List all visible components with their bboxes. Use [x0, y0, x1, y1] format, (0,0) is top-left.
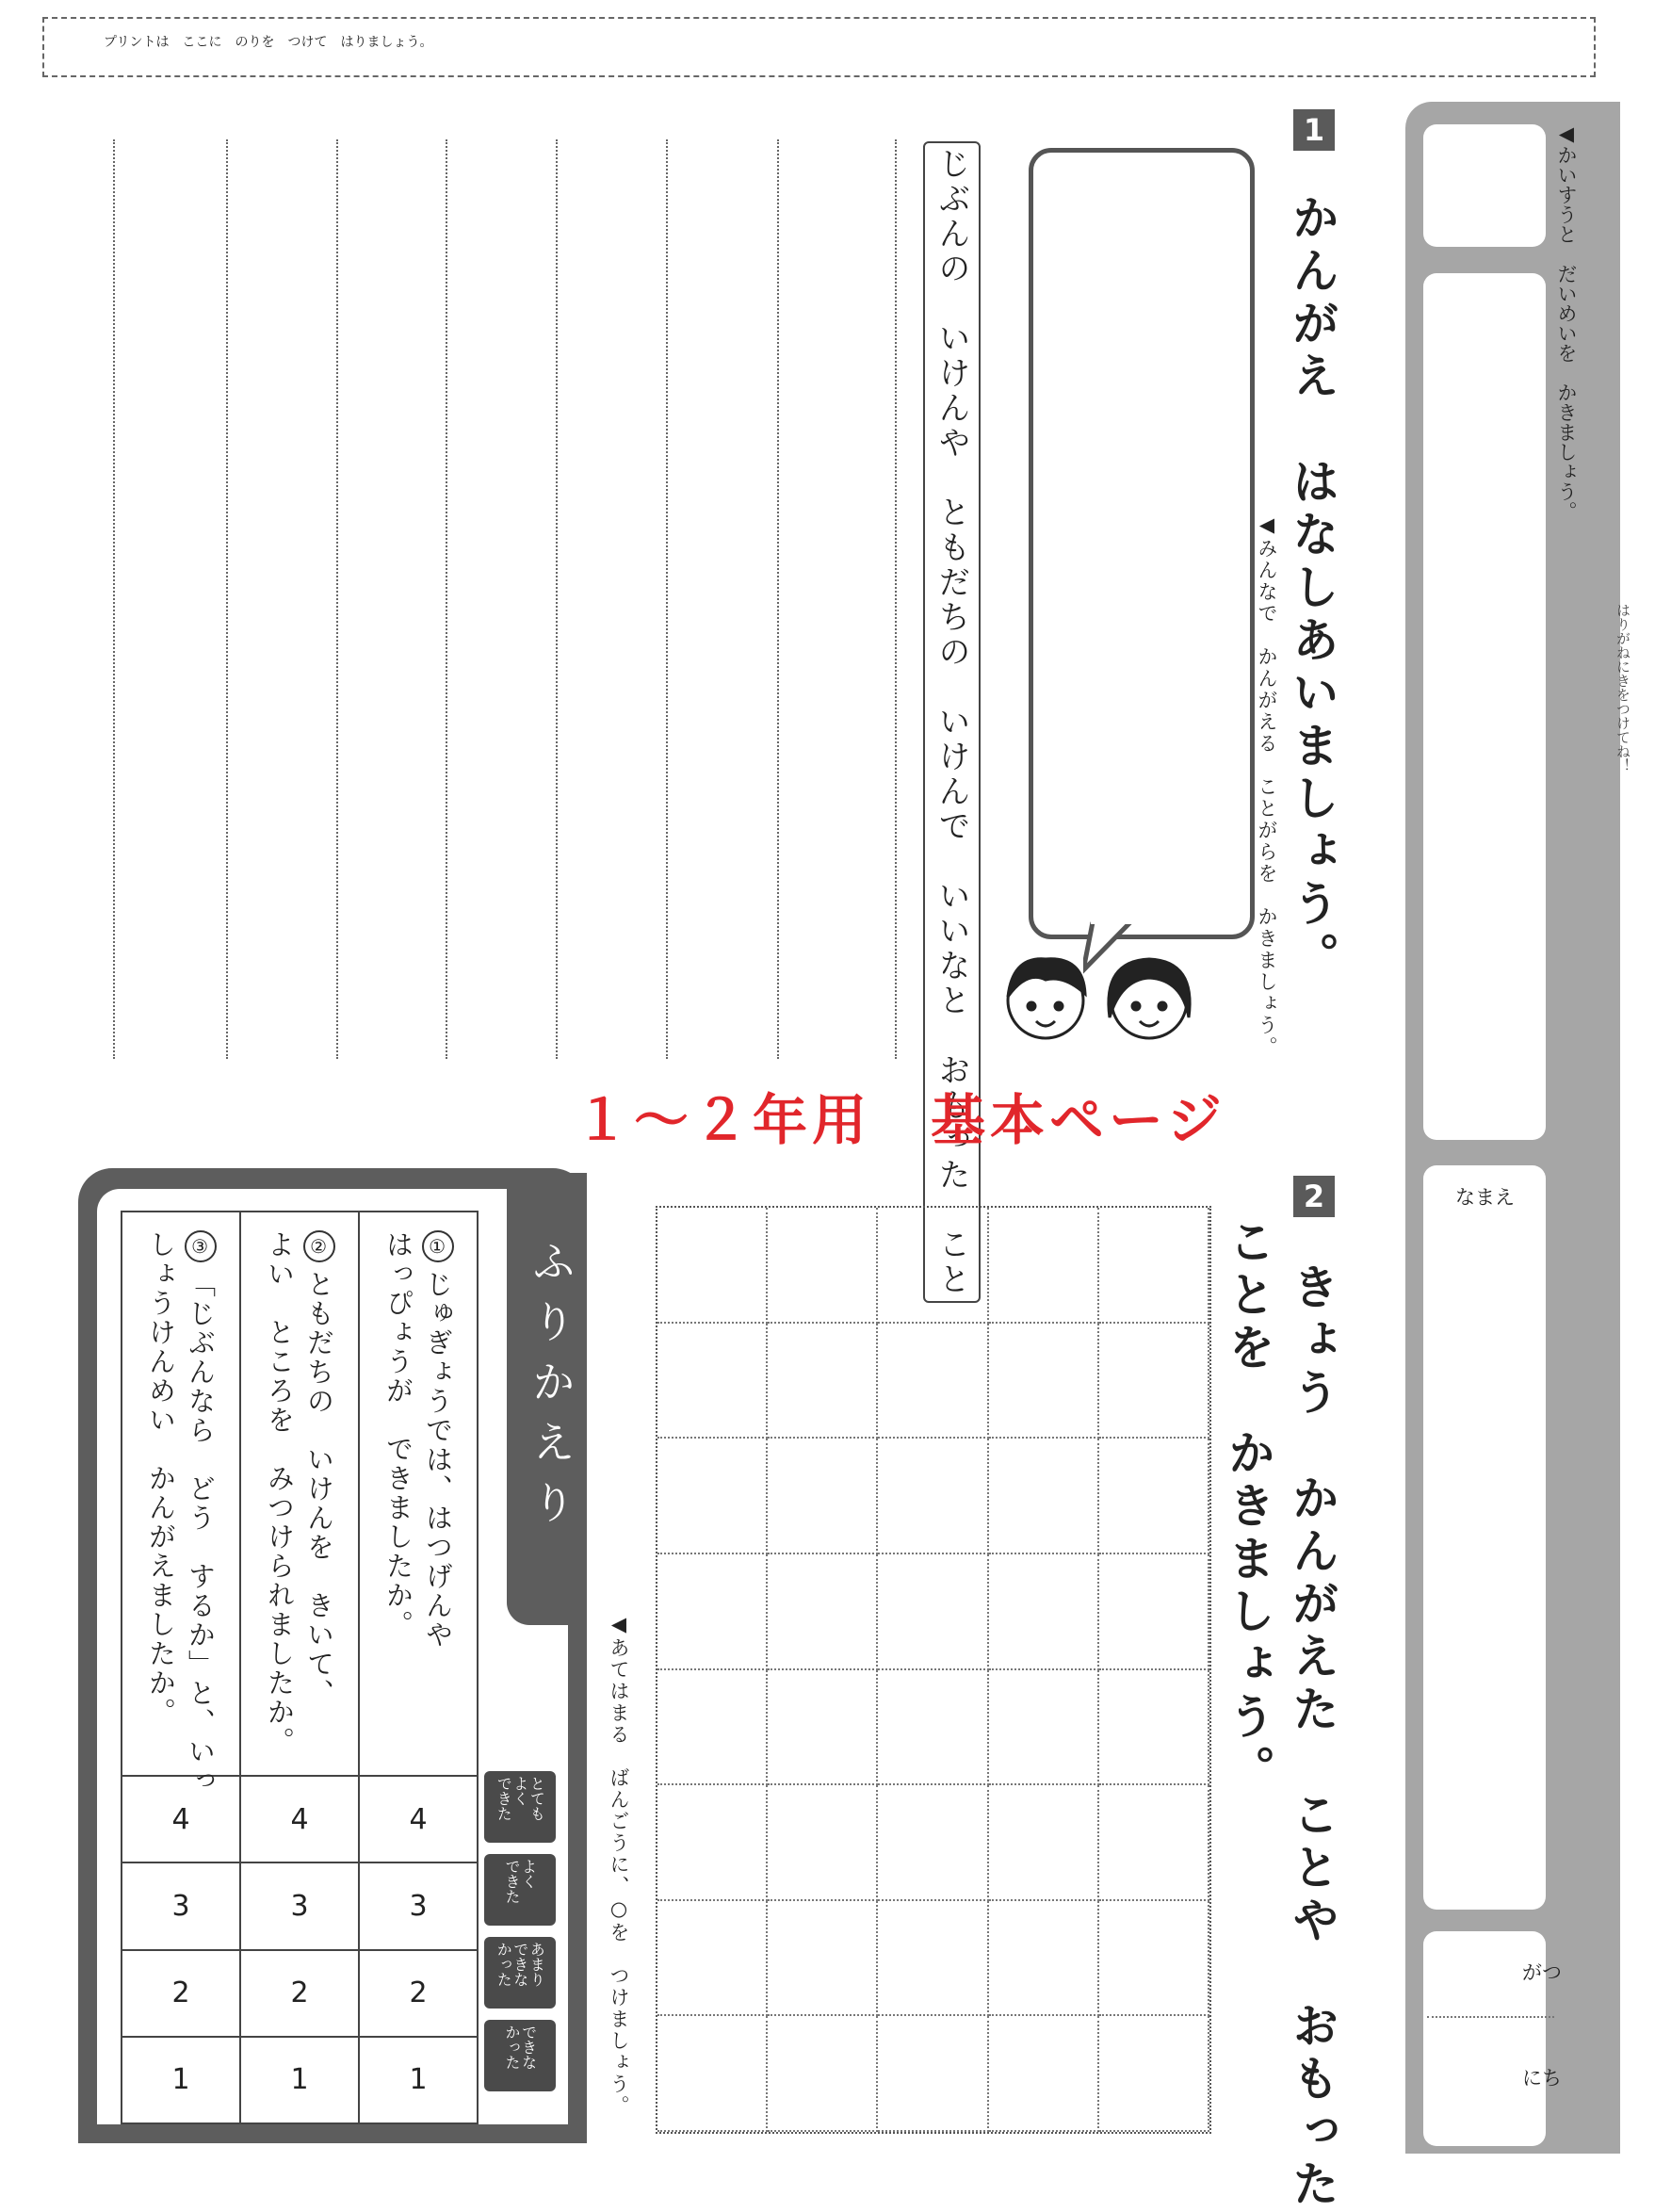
grid-cell[interactable]: [878, 1439, 988, 1554]
grid-cell[interactable]: [657, 1324, 768, 1439]
grid-cell[interactable]: [1099, 1439, 1209, 1554]
grid-cell[interactable]: [1099, 2016, 1209, 2132]
grid-cell[interactable]: [878, 1554, 988, 1670]
section-1-instruction: ◀みんなで かんがえる ことがらを かきましょう。: [1256, 513, 1278, 1058]
question-text: ともだちの いけんを きいて、 よい ところを みつけられましたか。: [264, 1229, 336, 1756]
question-number: ①: [422, 1230, 454, 1262]
grid-cell[interactable]: [657, 1554, 768, 1670]
grid-cell[interactable]: [1099, 1785, 1209, 1901]
wire-caution-hint: はりがねにきをつけてね！: [1614, 603, 1631, 773]
grid-cell[interactable]: [878, 1901, 988, 2017]
section-2-heading-line1: きょう かんがえた ことや おもった: [1285, 1262, 1339, 2212]
date-divider: [1427, 2016, 1554, 2018]
reflection-table: [121, 1211, 479, 2124]
day-label: にち: [1522, 2067, 1562, 2090]
grid-cell[interactable]: [1099, 1670, 1209, 1786]
writing-grid[interactable]: [656, 1206, 1211, 2134]
session-number-field[interactable]: [1423, 124, 1546, 247]
topic-speech-bubble[interactable]: [1029, 148, 1255, 939]
page-type-title: １～２年用 基本ページ: [575, 1088, 1226, 1152]
rating-option[interactable]: 4: [122, 1776, 240, 1862]
grid-cell[interactable]: [989, 1901, 1099, 2017]
rating-option[interactable]: 3: [359, 1862, 478, 1949]
grid-cell[interactable]: [657, 2016, 768, 2132]
scale-label-3: よく できた: [484, 1854, 556, 1926]
rating-option[interactable]: 3: [122, 1862, 240, 1949]
grid-cell[interactable]: [878, 2016, 988, 2132]
grid-cell[interactable]: [989, 1324, 1099, 1439]
rating-option[interactable]: 3: [240, 1862, 359, 1949]
writing-line: [113, 139, 115, 1059]
question-cell-2: [240, 1212, 359, 1776]
grid-cell[interactable]: [768, 1785, 878, 1901]
question-text: 「じぶんなら どう するか」と、いっ しょうけんめい かんがえましたか。: [145, 1229, 218, 1796]
grid-cell[interactable]: [989, 1785, 1099, 1901]
rating-option[interactable]: 1: [359, 2037, 478, 2123]
writing-line: [556, 139, 558, 1059]
question-cell-1: [359, 1212, 478, 1776]
reflection-title: ふりかえり: [526, 1239, 576, 1540]
section-2-heading-line2: ことを かきましょう。: [1221, 1217, 1275, 1797]
writing-line: [446, 139, 447, 1059]
section-1-number: 1: [1293, 109, 1335, 151]
name-field[interactable]: [1423, 1165, 1546, 1910]
grid-cell[interactable]: [657, 1670, 768, 1786]
rating-option[interactable]: 1: [240, 2037, 359, 2123]
children-icon: [989, 942, 1215, 1055]
grid-cell[interactable]: [1099, 1324, 1209, 1439]
grid-cell[interactable]: [1099, 1208, 1209, 1324]
grid-cell[interactable]: [878, 1785, 988, 1901]
grid-cell[interactable]: [989, 1208, 1099, 1324]
title-field[interactable]: [1423, 273, 1546, 1140]
rating-option[interactable]: 2: [359, 1950, 478, 2037]
rating-option[interactable]: 4: [240, 1776, 359, 1862]
grid-cell[interactable]: [768, 1208, 878, 1324]
grid-cell[interactable]: [768, 1324, 878, 1439]
grid-cell[interactable]: [989, 1670, 1099, 1786]
grid-cell[interactable]: [989, 1439, 1099, 1554]
grid-cell[interactable]: [657, 1785, 768, 1901]
grid-cell[interactable]: [878, 1324, 988, 1439]
sidebar-instruction: ◀かいすうと だいめいを かきましょう。: [1555, 122, 1578, 521]
grid-cell[interactable]: [657, 1439, 768, 1554]
scale-label-1: できな かった: [484, 2020, 556, 2091]
grid-cell[interactable]: [768, 1670, 878, 1786]
grid-cell[interactable]: [768, 2016, 878, 2132]
name-label: なまえ: [1455, 1186, 1515, 1209]
rating-option[interactable]: 2: [240, 1950, 359, 2037]
grid-cell[interactable]: [878, 1208, 988, 1324]
scale-label-2: あまり できな かった: [484, 1937, 556, 2009]
section-2-number: 2: [1293, 1176, 1335, 1217]
glue-instruction: プリントは ここに のりを つけて はりましょう。: [104, 35, 433, 50]
grid-cell[interactable]: [989, 1554, 1099, 1670]
question-number: ②: [303, 1230, 335, 1262]
grid-cell[interactable]: [768, 1901, 878, 2017]
writing-line: [777, 139, 779, 1059]
grid-cell[interactable]: [657, 1901, 768, 2017]
question-number: ③: [185, 1230, 217, 1262]
month-label: がつ: [1522, 1961, 1562, 1984]
question-text: じゅぎょうでは、はつげんや はっぴょうが できましたか。: [382, 1229, 455, 1650]
section-1-heading: かんがえ はなしあいましょう。: [1285, 193, 1339, 984]
grid-cell[interactable]: [1099, 1554, 1209, 1670]
question-cell-3: [122, 1212, 240, 1796]
grid-cell[interactable]: [1099, 1901, 1209, 2017]
writing-line: [226, 139, 228, 1059]
grid-cell[interactable]: [768, 1554, 878, 1670]
scale-label-4: とても よく できた: [484, 1771, 556, 1843]
rating-option[interactable]: 4: [359, 1776, 478, 1862]
grid-cell[interactable]: [768, 1439, 878, 1554]
furikaeri-instruction: ◀あてはまる ばんごうに、○を つけましょう。: [608, 1613, 630, 2117]
rating-option[interactable]: 1: [122, 2037, 240, 2123]
hint-label-box: じぶんの いけんや ともだちの いけんで いいなと おもった こと: [923, 141, 981, 1303]
writing-line: [336, 139, 338, 1059]
grid-cell[interactable]: [657, 1208, 768, 1324]
rating-option[interactable]: 2: [122, 1950, 240, 2037]
writing-line: [895, 139, 897, 1059]
grid-cell[interactable]: [878, 1670, 988, 1786]
grid-cell[interactable]: [989, 2016, 1099, 2132]
writing-line: [666, 139, 668, 1059]
